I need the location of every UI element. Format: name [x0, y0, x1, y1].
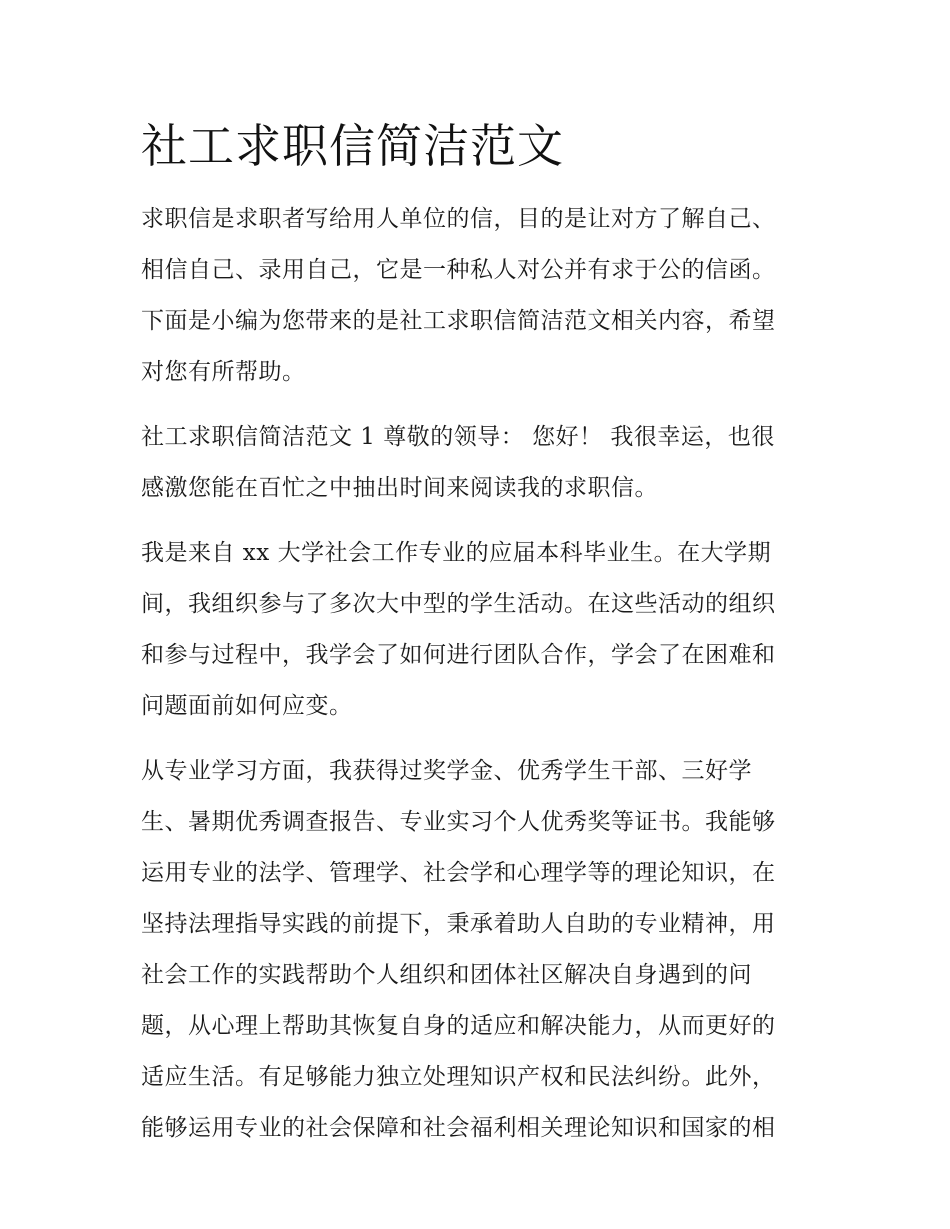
paragraph-intro	[141, 194, 813, 398]
paragraph-line: 适应生活。有足够能力独立处理知识产权和民法纠纷。此外，	[141, 1064, 776, 1090]
paragraph-line: 社会工作的实践帮助个人组织和团体社区解决自身遇到的问	[141, 962, 752, 988]
paragraph-line: 从专业学习方面，我获得过奖学金、优秀学生干部、三好学	[141, 758, 752, 784]
paragraph-line: 对您有所帮助。	[141, 359, 306, 385]
paragraph-achievements	[141, 746, 813, 1154]
paragraph-line: 社工求职信简洁范文 1 尊敬的领导： 您好！ 我很幸运，也很	[141, 424, 775, 450]
paragraph-line: 间，我组织参与了多次大中型的学生活动。在这些活动的组织	[141, 591, 776, 617]
paragraph-background	[141, 528, 813, 732]
paragraph-line: 运用专业的法学、管理学、社会学和心理学等的理论知识，在	[141, 860, 776, 886]
document-title: 社工求职信简洁范文	[141, 119, 564, 173]
paragraph-greeting	[141, 412, 813, 514]
paragraph-line: 题，从心理上帮助其恢复自身的适应和解决能力，从而更好的	[141, 1013, 776, 1039]
paragraph-line: 和参与过程中，我学会了如何进行团队合作，学会了在困难和	[141, 642, 776, 668]
paragraph-line: 问题面前如何应变。	[141, 693, 353, 719]
paragraph-line: 能够运用专业的社会保障和社会福利相关理论知识和国家的相	[141, 1115, 776, 1141]
document-body	[141, 112, 813, 1154]
paragraph-line: 感激您能在百忙之中抽出时间来阅读我的求职信。	[141, 475, 658, 501]
paragraph-line: 下面是小编为您带来的是社工求职信简洁范文相关内容，希望	[141, 308, 776, 334]
paragraph-line: 生、暑期优秀调查报告、专业实习个人优秀奖等证书。我能够	[141, 809, 776, 835]
paragraph-line: 求职信是求职者写给用人单位的信，目的是让对方了解自己、	[141, 206, 776, 232]
paragraph-line: 坚持法理指导实践的前提下，秉承着助人自助的专业精神，用	[141, 911, 776, 937]
paragraph-line: 我是来自 xx 大学社会工作专业的应届本科毕业生。在大学期	[141, 540, 772, 566]
paragraph-line: 相信自己、录用自己，它是一种私人对公并有求于公的信函。	[141, 257, 776, 283]
